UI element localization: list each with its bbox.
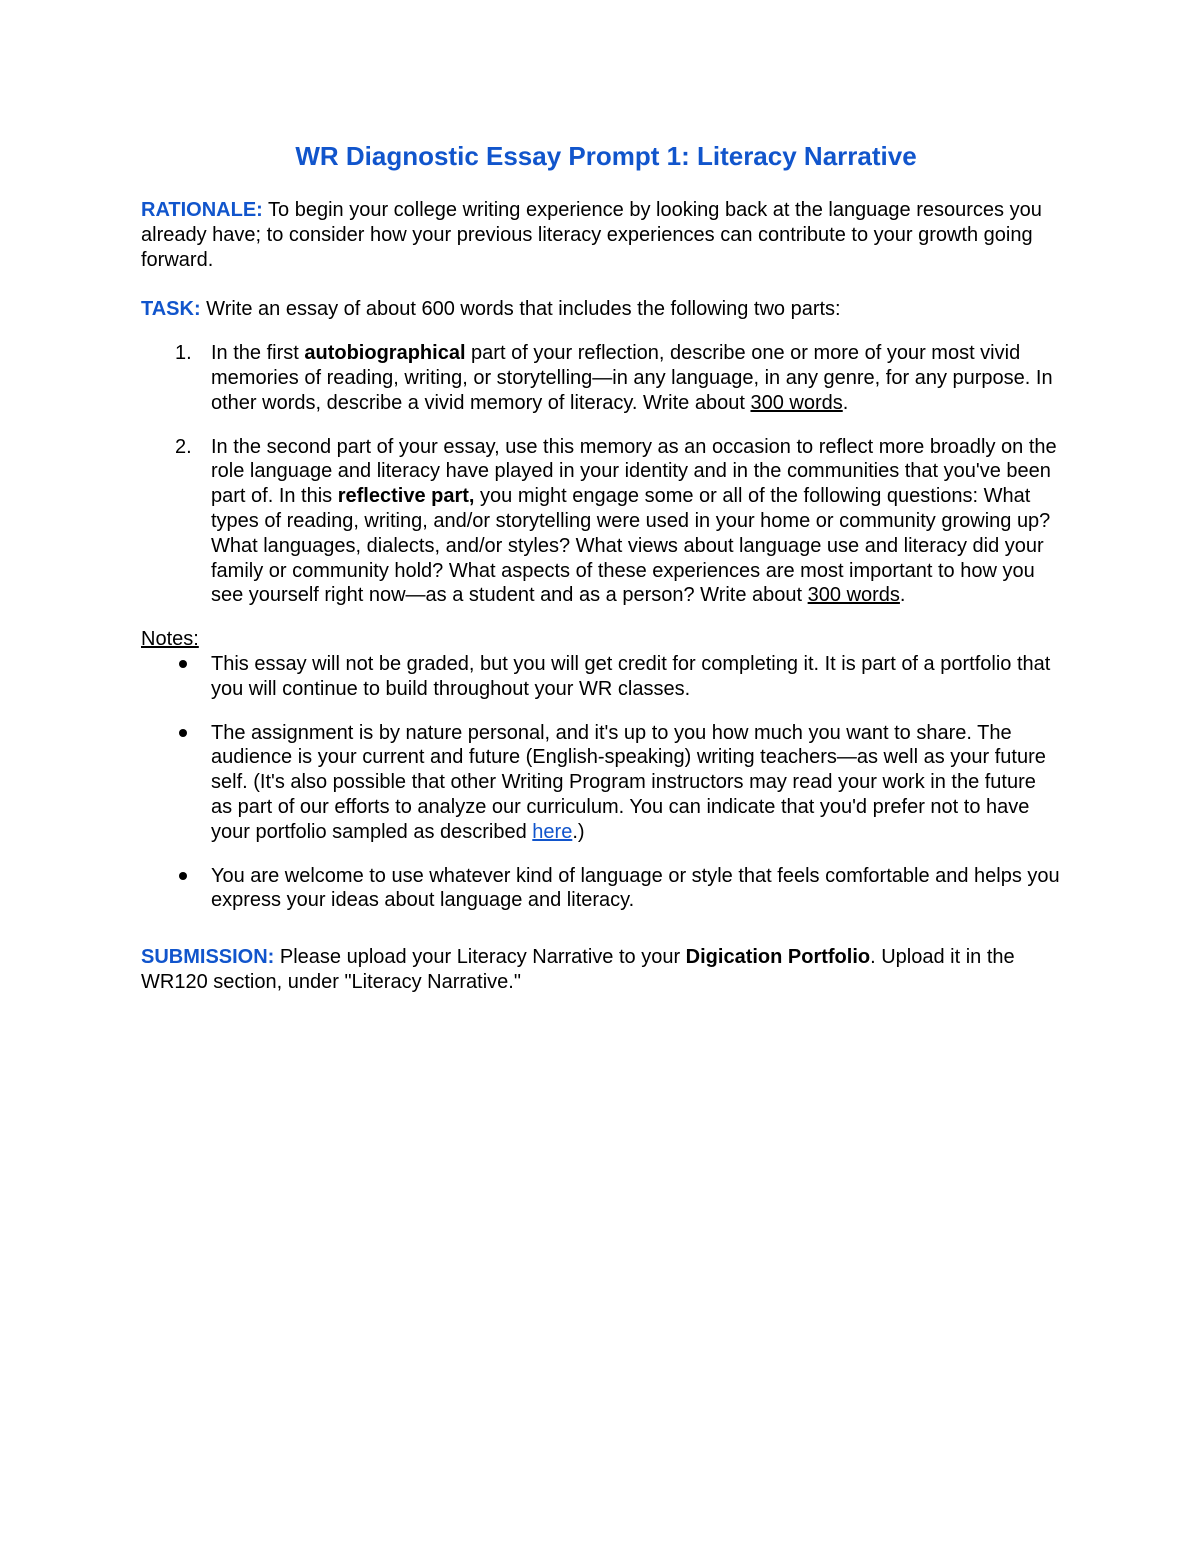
note-text: You are welcome to use whatever kind of language or style that feels comfortable and helps you express your ideas about language and literacy.	[211, 864, 1060, 912]
part-text: you might engage some or all of the following questions: What types of reading, writing, and/or storytelling were used in your home or community growing up? What languages, dialects, and/or styles? What views about language use and literacy did your family or community hold? What aspects of these experiences are most important to how you see yourself right now—as a student and as a person? Write about	[211, 485, 1051, 607]
bullet-icon	[179, 729, 187, 737]
part-text: In the second part of your essay, use this memory as an occasion to reflect more broadly on the role language and literacy have played in your identity and in the communities that you've been part of. In this	[211, 435, 1057, 508]
part-text: In the first	[211, 342, 305, 365]
task-paragraph	[141, 297, 1061, 322]
bullet-icon	[179, 660, 187, 668]
part-text: part of your reflection, describe one or more of your most vivid memories of reading, writing, or storytelling—in any language, in any genre, for any purpose. In other words, describe a vivid memory of literacy. Write about	[211, 342, 1053, 414]
submission-bold-text: Digication Portfolio	[685, 946, 871, 969]
document-page	[141, 138, 1061, 995]
rationale-text: To begin your college writing experience by looking back at the language resources you already have; to consider how your previous literacy experiences can contribute to your growth going forward.	[141, 199, 1042, 271]
task-part-1	[141, 341, 1061, 415]
submission-paragraph	[141, 945, 1061, 995]
notes-list	[141, 652, 1061, 913]
notes-label: Notes:	[141, 628, 199, 651]
note-item	[141, 721, 1061, 845]
part-bold-text: autobiographical	[304, 342, 466, 365]
document-title: WR Diagnostic Essay Prompt 1: Literacy Narrative	[295, 141, 917, 171]
part-text: .	[842, 391, 849, 414]
rationale-paragraph	[141, 198, 1061, 272]
word-count-underlined: 300 words	[750, 391, 843, 414]
list-number: 1.	[175, 342, 192, 365]
submission-label: SUBMISSION:	[141, 946, 275, 969]
word-count-underlined: 300 words	[807, 584, 900, 607]
note-text: This essay will not be graded, but you will get credit for completing it. It is part of a portfolio that you will continue to build throughout your WR classes.	[211, 652, 1051, 700]
note-item	[141, 652, 1061, 702]
task-label: TASK:	[141, 298, 201, 321]
submission-text: Please upload your Literacy Narrative to your	[274, 946, 686, 969]
list-number: 2.	[175, 435, 192, 458]
part-text: .	[899, 584, 906, 607]
here-link[interactable]: here	[532, 820, 573, 843]
task-text: Write an essay of about 600 words that includes the following two parts:	[200, 298, 841, 321]
bullet-icon	[179, 872, 187, 880]
rationale-label: RATIONALE:	[141, 199, 263, 221]
task-part-2	[141, 435, 1061, 609]
note-text: .)	[572, 820, 585, 843]
note-text: The assignment is by nature personal, and it's up to you how much you want to share. The audience is your current and future (English-speaking) writing teachers—as well as your future self. (It's also possible that other Writing Program instructors may read your work in the future as part of our efforts to analyze our curriculum. You can indicate that you'd prefer not to have your portfolio sampled as described	[211, 721, 1046, 843]
part-bold-text: reflective part,	[337, 485, 475, 508]
note-item	[141, 864, 1061, 914]
task-parts-list	[141, 341, 1061, 608]
submission-text: . Upload it in the WR120 section, under "Literacy Narrative."	[141, 946, 1015, 993]
